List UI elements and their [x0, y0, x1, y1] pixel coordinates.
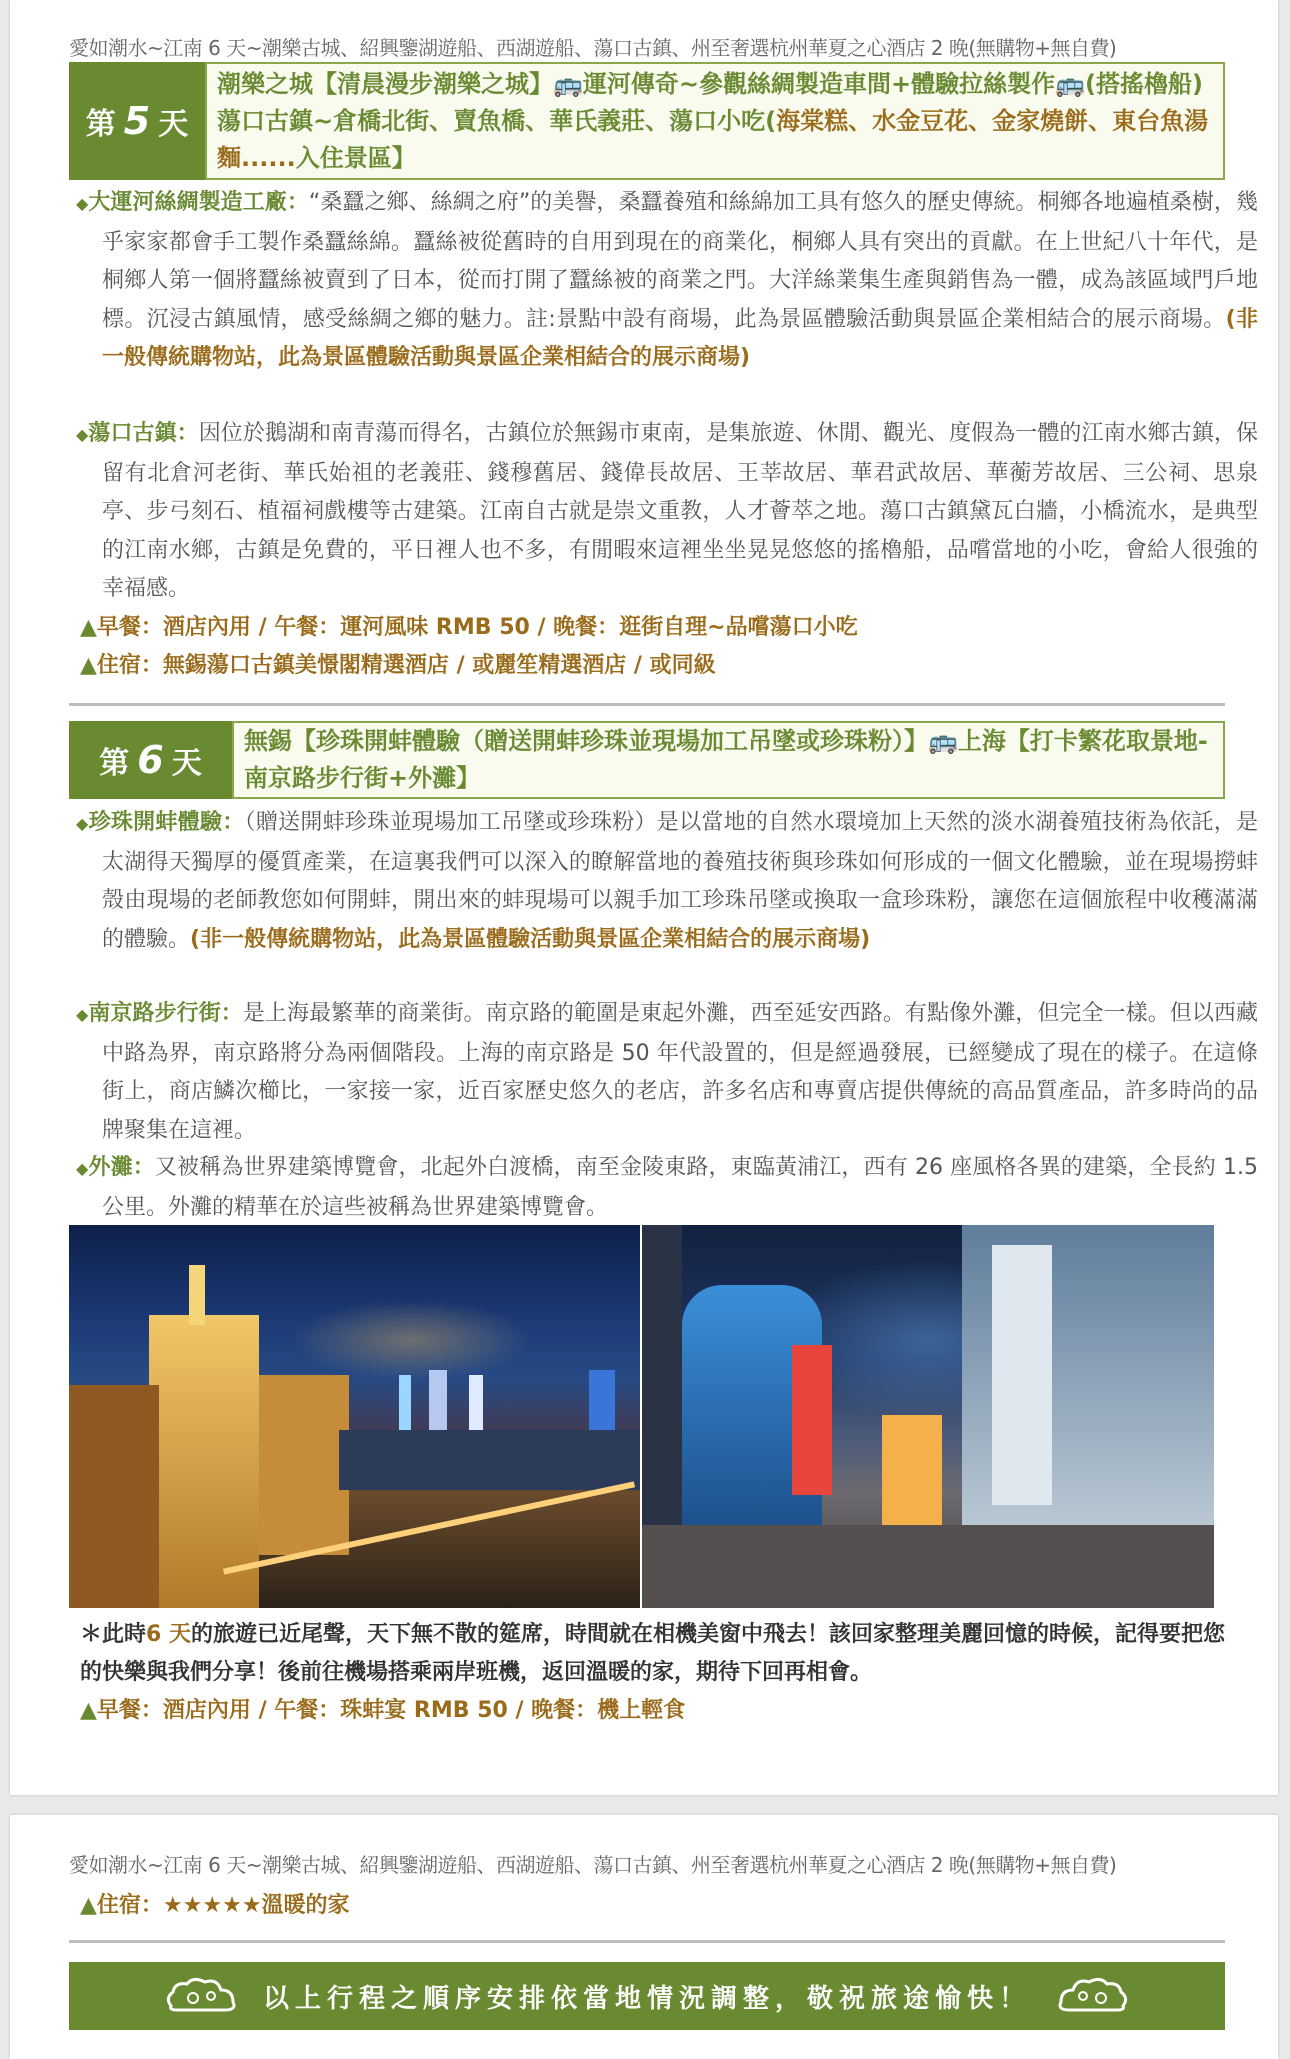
itinerary-page-2: [10, 1815, 1278, 2059]
day5-title: 潮樂之城【清晨漫步潮樂之城】🚌運河傳奇~參觀絲綢製造車間+體驗拉絲製作🚌(搭搖櫓船)蕩口古鎮~倉橋北街、賣魚橋、華氏義莊、蕩口小吃(海棠糕、水金豆花、金家燒餅、東台魚湯麵......入住景區】: [205, 62, 1225, 180]
triangle-bullet-icon: ▲: [80, 615, 97, 640]
day6-nanjing-road-paragraph: ◆南京路步行街：是上海最繁華的商業街。南京路的範圍是東起外灘，西至延安西路。有點像外灘，但完全一樣。但以西藏中路為界，南京路將分為兩個階段。上海的南京路是 50 年代設置的，但是經過發展，已經變成了現在的樣子。在這條街上，商店鱗次櫛比，一家接一家，近百家歷史悠久的老店，許多名店和專賣店提供傳統的高品質產品，許多時尚的品牌聚集在這裡。: [76, 1001, 1258, 1143]
triangle-bullet-icon: ▲: [80, 653, 97, 678]
auspicious-cloud-icon: [1051, 1976, 1131, 2016]
itinerary-page-1: [10, 0, 1278, 1795]
page-header: 愛如潮水~江南 6 天~潮樂古城、紹興鑒湖遊船、西湖遊船、蕩口古鎮、州至奢選杭州華夏之心酒店 2 晚(無購物+無自費): [69, 36, 1117, 60]
day6-title: 無錫【珍珠開蚌體驗（贈送開蚌珍珠並現場加工吊墜或珍珠粉）】🚌上海【打卡繁花取景地-南京路步行街+外灘】: [232, 721, 1225, 799]
day5-meals: ▲早餐：酒店內用 / 午餐：運河風味 RMB 50 / 晚餐：逛街自理~品嚐蕩口小吃: [80, 615, 858, 640]
final-hotel: ▲住宿：★★★★★溫暖的家: [80, 1893, 350, 1918]
diamond-bullet-icon: ◆: [76, 814, 89, 833]
bund-night-photo: [69, 1225, 640, 1608]
day6-closing-text: ＊此時6 天的旅遊已近尾聲，天下無不散的筵席，時間就在相機美窗中飛去！該回家整理美麗回憶的時候，記得要把您的快樂與我們分享！後前往機場搭乘兩岸班機，返回溫暖的家，期待下回再相會。: [80, 1622, 1225, 1685]
triangle-bullet-icon: ▲: [80, 1698, 97, 1723]
diamond-bullet-icon: ◆: [76, 1005, 89, 1024]
day6-pearl-paragraph: ◆珍珠開蚌體驗：（贈送開蚌珍珠並現場加工吊墜或珍珠粉）是以當地的自然水環境加上天然的淡水湖養殖技術為依託，是太湖得天獨厚的優質產業，在這裏我們可以深入的瞭解當地的養殖技術與珍珠如何形成的一個文化體驗，並在現場撈蚌殼由現場的老師教您如何開蚌，開出來的蚌現場可以親手加工珍珠吊墜或換取一盒珍珠粉，讓您在這個旅程中收穫滿滿的體驗。(非一般傳統購物站，此為景區體驗活動與景區企業相結合的展示商場): [76, 810, 1258, 952]
diamond-bullet-icon: ◆: [76, 425, 89, 444]
day6-meals: ▲早餐：酒店內用 / 午餐：珠蚌宴 RMB 50 / 晚餐：機上輕食: [80, 1698, 686, 1723]
day5-dangkou-paragraph: ◆蕩口古鎮：因位於鵝湖和南青蕩而得名，古鎮位於無錫市東南，是集旅遊、休閒、觀光、度假為一體的江南水鄉古鎮，保留有北倉河老街、華氏始祖的老義莊、錢穆舊居、錢偉長故居、王莘故居、華君武故居、華蘅芳故居、三公祠、思泉亭、步弓刻石、植福祠戲樓等古建築。江南自古就是崇文重教，人才薈萃之地。蕩口古鎮黛瓦白牆，小橋流水，是典型的江南水鄉，古鎮是免費的，平日裡人也不多，有閒暇來這裡坐坐晃晃悠悠的搖櫓船，品嚐當地的小吃，會給人很強的幸福感。: [76, 421, 1258, 601]
day6-bund-paragraph: ◆外灘：又被稱為世界建築博覽會，北起外白渡橋，南至金陵東路，東臨黃浦江，西有 26 座風格各異的建築，全長約 1.5 公里。外灘的精華在於這些被稱為世界建築博覽會。: [76, 1155, 1258, 1220]
day5-label: 第 5 天: [69, 62, 205, 180]
diamond-bullet-icon: ◆: [76, 1159, 89, 1178]
closing-banner-text: 以上行程之順序安排依當地情況調整，敬祝旅途愉快！: [262, 1983, 1031, 2014]
section-divider: [69, 1940, 1225, 1943]
triangle-bullet-icon: ▲: [80, 1893, 97, 1918]
day5-silk-factory-paragraph: ◆大運河絲綢製造工廠：“桑蠶之鄉、絲綢之府”的美譽，桑蠶養殖和絲綿加工具有悠久的歷史傳統。桐鄉各地遍植桑樹，幾乎家家都會手工製作桑蠶絲綿。蠶絲被從舊時的自用到現在的商業化，桐鄉人具有突出的貢獻。在上世紀八十年代，是桐鄉人第一個將蠶絲被賣到了日本，從而打開了蠶絲被的商業之門。大洋絲業集生產與銷售為一體，成為該區域門戶地標。沉浸古鎮風情，感受絲綢之鄉的魅力。註:景點中設有商場，此為景區體驗活動與景區企業相結合的展示商場。(非一般傳統購物站，此為景區體驗活動與景區企業相結合的展示商場): [76, 190, 1258, 370]
day6-label: 第 6 天: [69, 721, 232, 799]
day6-number: 6: [137, 738, 164, 782]
day6-header: [69, 721, 1225, 799]
closing-banner: [69, 1962, 1225, 2030]
day5-header: [69, 62, 1225, 180]
day5-number: 5: [123, 99, 151, 143]
section-divider: [69, 703, 1225, 706]
day5-hotel: ▲住宿：無錫蕩口古鎮美憬閣精選酒店 / 或麗笙精選酒店 / 或同級: [80, 653, 716, 678]
diamond-bullet-icon: ◆: [76, 194, 89, 213]
page-header: 愛如潮水~江南 6 天~潮樂古城、紹興鑒湖遊船、西湖遊船、蕩口古鎮、州至奢選杭州華夏之心酒店 2 晚(無購物+無自費): [69, 1853, 1117, 1877]
auspicious-cloud-icon: [163, 1976, 243, 2016]
nanjing-road-night-photo: [642, 1225, 1214, 1608]
